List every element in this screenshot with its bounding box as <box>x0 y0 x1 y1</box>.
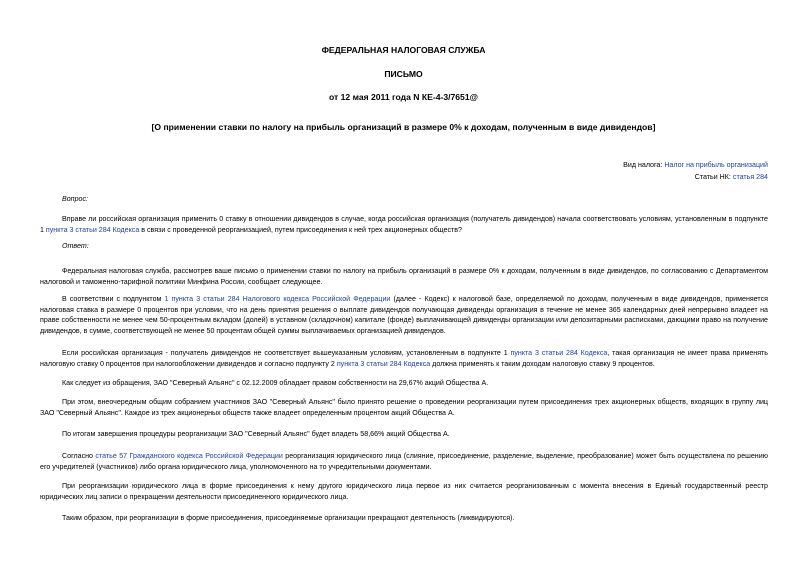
nk-articles-line <box>695 173 768 181</box>
paragraph-7 <box>40 451 768 472</box>
agency-name: ФЕДЕРАЛЬНАЯ НАЛОГОВАЯ СЛУЖБА <box>321 45 486 55</box>
paragraph-6: По итогам завершения процедуры реорганизации ЗАО "Северный Альянс" будет владеть 58,66% акций Общества А. <box>62 430 450 438</box>
nk-article-link[interactable]: статья 284 <box>732 173 768 181</box>
article-284-link-2[interactable]: пункта 3 статьи 284 Кодекса <box>336 359 431 368</box>
document-title: [О применении ставки по налогу на прибыль организаций в размере 0% к доходам, полученным в виде дивидендов] <box>151 122 656 132</box>
tax-type-link[interactable]: Налог на прибыль организаций <box>664 161 768 169</box>
paragraph-3-text-mid: , такая организация не имеет права применять налоговую ставку 0 процентов при налогообложении дивидендов и согласно подпункту 2 <box>40 349 768 368</box>
paragraph-9: Таким образом, при реорганизации в форме присоединения, присоединяемые организации прекращают деятельность (ликвидируются). <box>62 514 515 522</box>
tax-code-article-link[interactable]: 1 пункта 3 статьи 284 Налогового кодекса Российской Федерации <box>164 295 391 303</box>
paragraph-4: Как следует из обращения, ЗАО "Северный Альянс" с 02.12.2009 обладает правом собственности на 29,67% акций Общества А. <box>62 379 489 387</box>
paragraph-3-text: Если российская организация - получатель дивидендов не соответствует вышеуказанным условиям, установленным в подпункте 1 <box>62 349 511 357</box>
paragraph-3-text-end: должна применять к таким доходам налоговую ставку 9 процентов. <box>430 359 655 368</box>
tax-type-line <box>623 161 768 169</box>
paragraph-3 <box>40 348 768 369</box>
paragraph-2 <box>40 294 768 336</box>
paragraph-2-text-end: (далее - Кодекс) к налоговой базе, определяемой по доходам, полученным в виде дивидендов, применяется налоговая ставка в размере 0 процентов при условии, что на день принятия решения о выплате дивидендов получающая дивиденды организация в течение не менее 365 календарных дней непрерывно владеет на праве собственности не менее чем 50-процентным вкладом (долей) в уставном (складочном) капитале (фонде) выплачивающей дивиденды организации или депозитарными расписками, дающими право на получение дивидендов, в сумме, соответствующей не менее 50 процентам общей суммы выплачиваемых организацией дивидендов. <box>40 295 768 335</box>
civil-code-article-link[interactable]: статье 57 Гражданского кодекса Российской Федерации <box>95 452 283 460</box>
question-label: Вопрос: <box>62 195 88 203</box>
nk-articles-label: Статьи НК: <box>694 173 733 181</box>
question-text: Вправе ли российская организация применить 0 ставку в отношении дивидендов в случае, когда российская организация (получатель дивидендов) начала соответствовать условиям, установленным в подпункте 1 <box>40 215 768 234</box>
paragraph-5: При этом, внеочередным общим собранием участников ЗАО "Северный Альянс" было принято решение о проведении реорганизации путем присоединения трех акционерных обществ, входящих в группу лиц ЗАО "Северный Альянс". Каждое из трех акционерных обществ также владеет определенным процентом акций Общества А. <box>40 398 768 417</box>
tax-type-label: Вид налога: <box>623 161 665 169</box>
paragraph-7-text: Согласно <box>62 452 96 460</box>
paragraph-1: Федеральная налоговая служба, рассмотрев ваше письмо о применении ставки по налогу на прибыль организаций в размере 0% к доходам, полученным в виде дивидендов, по согласованию с Департаментом налоговой и таможенно-тарифной политики Минфина России, сообщает следующее. <box>40 267 768 286</box>
document-type: ПИСЬМО <box>384 69 423 79</box>
paragraph-8: При реорганизации юридического лица в форме присоединения к нему другого юридического лица первое из них считается реорганизованным с момента внесения в Единый государственный реестр юридических лиц записи о прекращении деятельности присоединенного юридического лица. <box>40 482 768 501</box>
question-text-end: в связи с проведенной реорганизацией, путем присоединения к ней трех акционерных обществ? <box>139 225 462 234</box>
question-paragraph <box>40 214 768 235</box>
document-date-number: от 12 мая 2011 года N КЕ-4-3/7651@ <box>329 92 478 102</box>
paragraph-2-text: В соответствии с подпунктом <box>62 295 165 303</box>
article-284-link-1[interactable]: пункта 3 статьи 284 Кодекса <box>510 349 608 357</box>
answer-label: Ответ: <box>62 242 89 250</box>
question-article-link[interactable]: пункта 3 статьи 284 Кодекса <box>45 225 140 234</box>
paragraph-7-text-end: реорганизация юридического лица (слияние, присоединение, разделение, выделение, преобразование) может быть осуществлена по решению его учредителей (участников) либо органа юридического лица, уполномоченного на то учредительными документами. <box>40 452 768 471</box>
